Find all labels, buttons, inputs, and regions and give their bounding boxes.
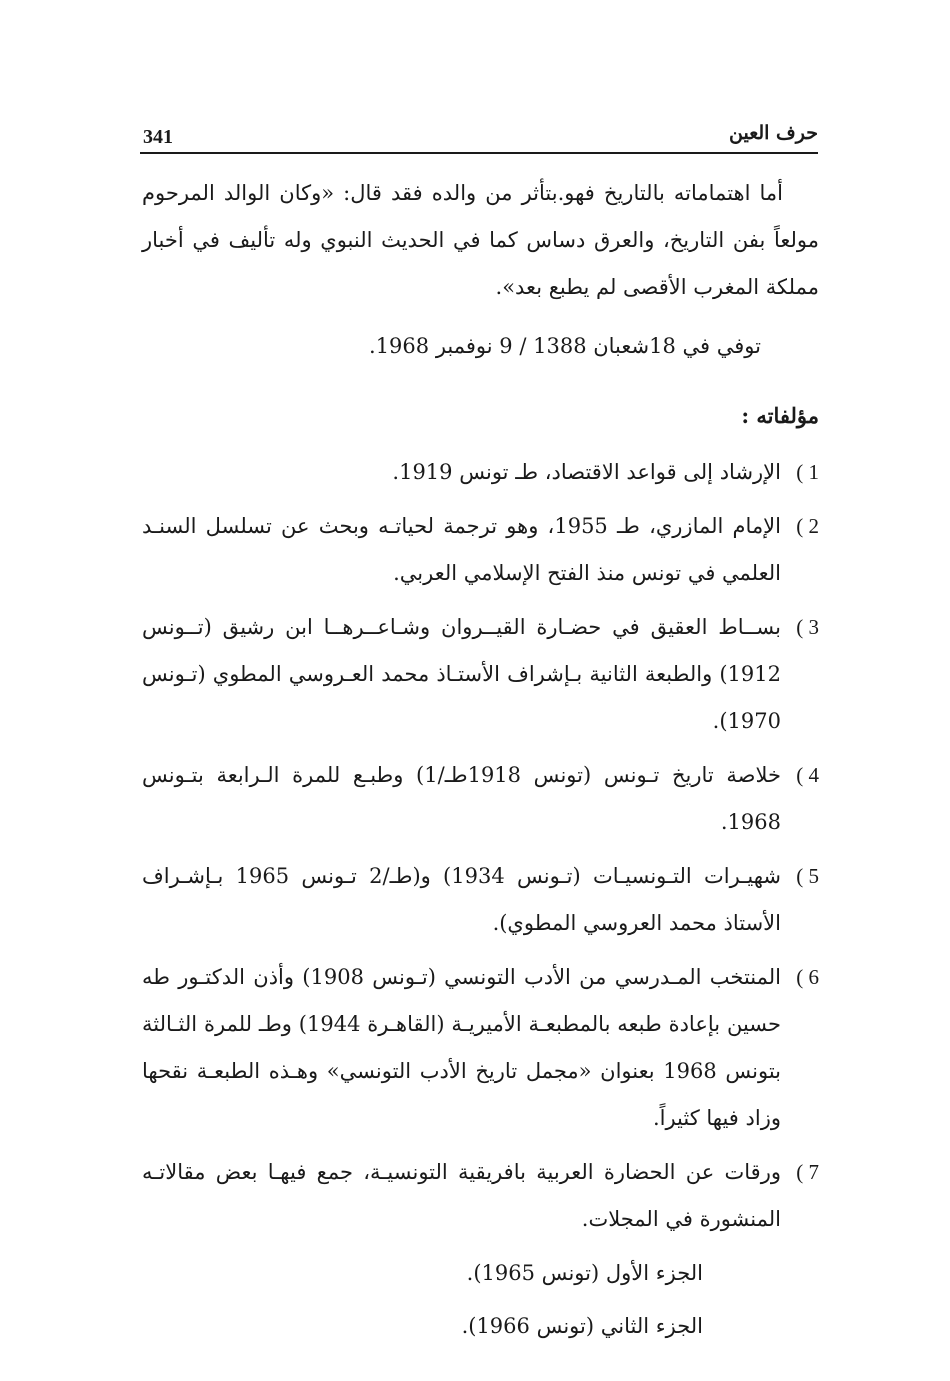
list-item [142, 752, 819, 846]
list-item [142, 954, 819, 1142]
item-text: ورقات عن الحضارة العربية بافريقية التونسيـة، جمع فيهـا بعض مقالاتـه المنشورة في المجلات. [142, 1160, 781, 1231]
item-text: الإمام المازري، طـ 1955، وهو ترجمة لحياتـه وبحث عن تسلسل السنـد العلمي في تونس منذ الفتح الإسلامي العربي. [142, 514, 781, 585]
list-item [142, 503, 819, 597]
history-paragraph: أما اهتماماته بالتاريخ فهو.بتأثر من والده فقد قال: «وكان الوالد المرحوم مولعاً بفن التاريخ، والعرق دساس كما في الحديث النبوي وله تأليف في أخبار مملكة المغرب الأقصى لم يطبع بعد». [142, 181, 819, 299]
list-item [142, 1149, 819, 1243]
volume-part-2: الجزء الثاني (تونس 1966). [461, 1314, 703, 1338]
running-title: حرف العين [729, 122, 818, 144]
item-number: 7 ) [796, 1160, 819, 1184]
volume-part-1: الجزء الأول (تونس 1965). [466, 1261, 703, 1285]
list-item [142, 604, 819, 745]
works-heading: مؤلفاته : [741, 403, 819, 428]
item-number: 3 ) [796, 615, 819, 639]
item-text: المنتخب المـدرسي من الأدب التونسي (تـونس 1908) وأذن الدكتـور طه حسين بإعادة طبعه بالمطبعـة الأميريـة (القاهـرة 1944) وطـ للمرة الثـالثة بتونس 1968 بعنوان «مجمل تاريخ الأدب التونسي» وهـذه الطبعـة نقحها وزاد فيها كثيراً. [142, 965, 782, 1130]
works-list [142, 449, 819, 1243]
item-number: 5 ) [796, 864, 819, 888]
item-text: بســاط العقيق في حضـارة القيــروان وشـاعــرهــا ابن رشيق (تــونس 1912) والطبعة الثانية بـإشراف الأستـاذ محمد العـروسي المطوي (تـونس 1970). [142, 615, 781, 733]
item-number: 2 ) [796, 514, 819, 538]
item-text: خلاصة تاريخ تـونس (تونس 1918طـ/1) وطبـع للمرة الـرابعة بتـونس 1968. [142, 763, 781, 834]
item-number: 4 ) [796, 763, 819, 787]
page-header [140, 118, 818, 154]
item-number: 1 ) [796, 460, 819, 484]
item-text: شهيـرات التـونسيـات (تـونس 1934) و(طـ/2 تـونس 1965 بـإشـراف الأستاذ محمد العروسي المطوي). [142, 864, 781, 935]
item-number: 6 ) [796, 965, 819, 989]
volume-parts [142, 1250, 819, 1350]
page-body [142, 170, 819, 1356]
item-text: الإرشاد إلى قواعد الاقتصاد، طـ تونس 1919. [392, 460, 781, 484]
list-item [142, 449, 819, 496]
death-date-paragraph: توفي في 18شعبان 1388 / 9 نوفمبر 1968. [369, 334, 761, 358]
list-item [142, 853, 819, 947]
page-number: 341 [143, 126, 173, 148]
